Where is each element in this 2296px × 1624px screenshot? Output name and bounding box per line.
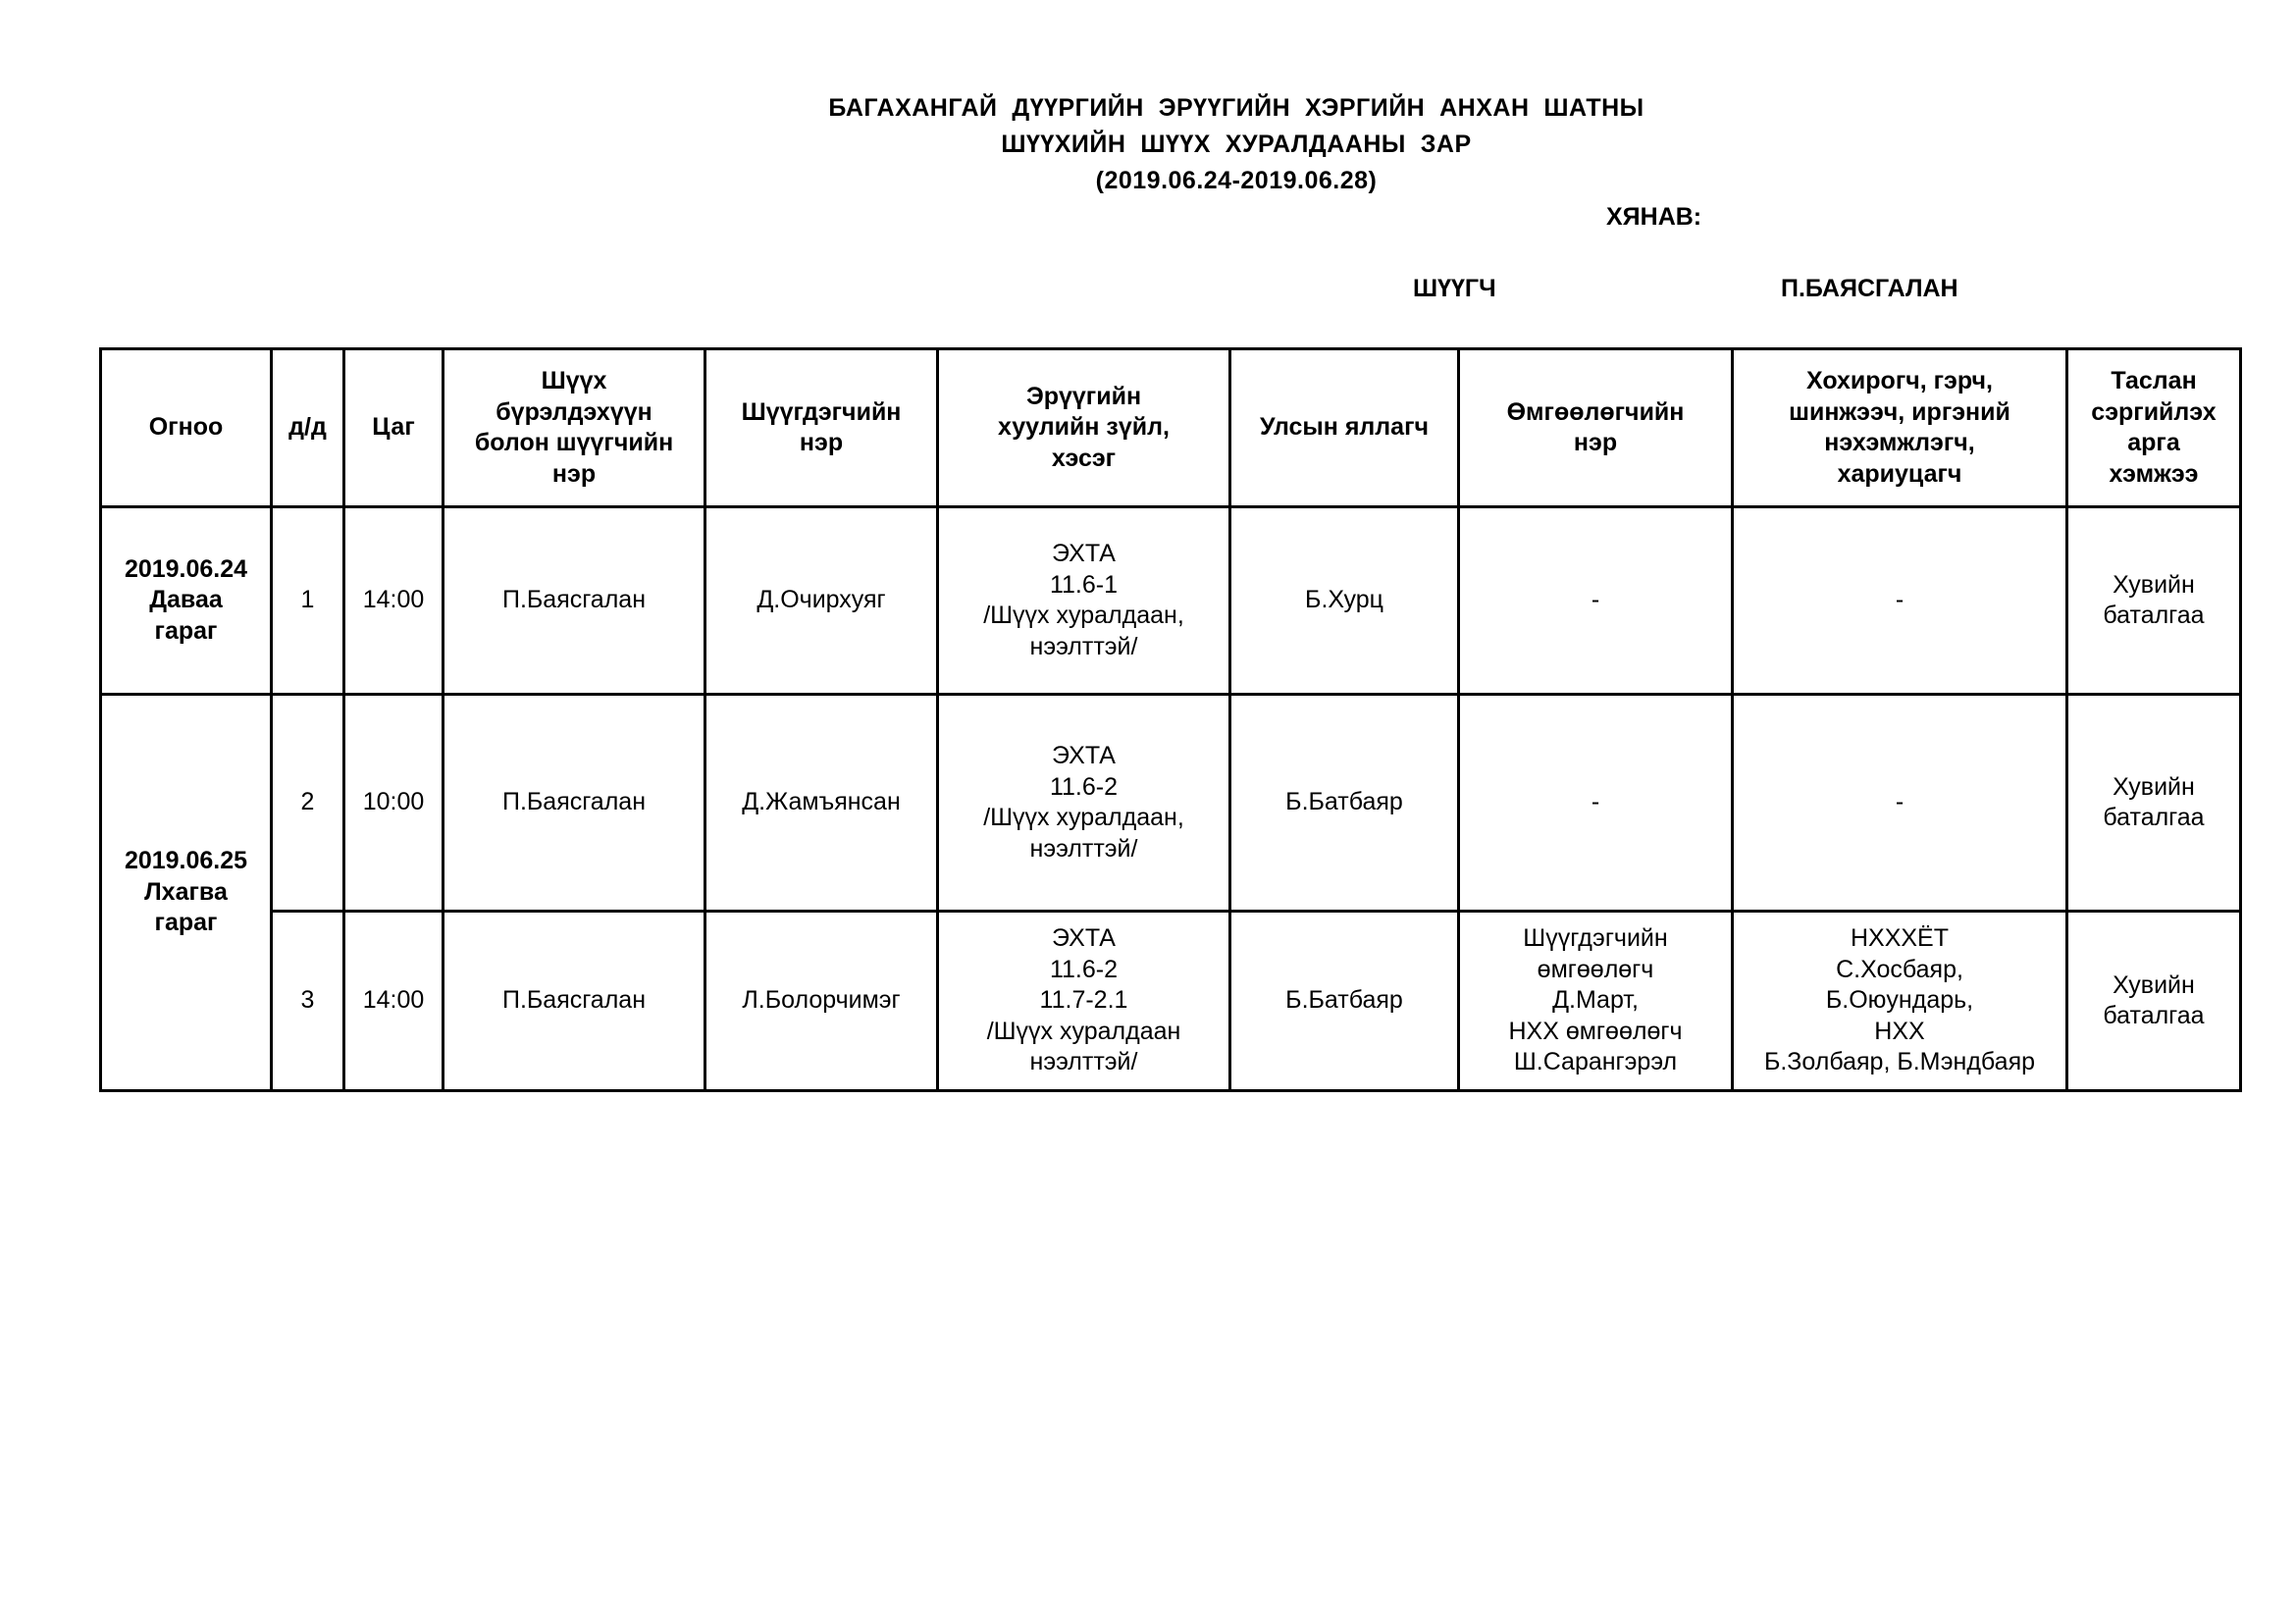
table-row	[101, 507, 2241, 695]
column-header-court-composition: Шүүх бүрэлдэхүүн болон шүүгчийн нэр	[444, 349, 705, 507]
judge-name-label: П.БАЯСГАЛАН	[1781, 275, 1958, 302]
row-victim: -	[1733, 695, 2067, 912]
row-article: ЭХТА 11.6-1 /Шүүх хуралдаан, нээлттэй/	[938, 507, 1230, 695]
table-row	[101, 695, 2241, 912]
column-header-criminal-article: Эрүүгийн хуулийн зүйл, хэсэг	[938, 349, 1230, 507]
row-lawyer: Шүүгдэгчийн өмгөөлөгч Д.Март, НХХ өмгөөлөгч Ш.Сарангэрэл	[1459, 912, 1733, 1091]
row-number: 1	[272, 507, 344, 695]
title-line-3: (2019.06.24-2019.06.28)	[1095, 167, 1378, 194]
judge-role-label: ШҮҮГЧ	[1413, 275, 1496, 302]
row-defendant: Д.Жамъянсан	[705, 695, 938, 912]
row-prosecutor: Б.Батбаяр	[1230, 695, 1459, 912]
row-victim: -	[1733, 507, 2067, 695]
table-header-row	[101, 349, 2241, 507]
hearing-schedule-table	[99, 347, 2242, 1092]
column-header-date: Огноо	[101, 349, 272, 507]
column-header-number: д/д	[272, 349, 344, 507]
row-prosecutor: Б.Хурц	[1230, 507, 1459, 695]
title-line-1: БАГАХАНГАЙ ДҮҮРГИЙН ЭРҮҮГИЙН ХЭРГИЙН АНХАН ШАТНЫ	[828, 94, 1644, 122]
row-judge: П.Баясгалан	[444, 912, 705, 1091]
approve-label: ХЯНАВ:	[1606, 203, 1702, 231]
column-header-victim-witness: Хохирогч, гэрч, шинжээч, иргэний нэхэмжлэгч, хариуцагч	[1733, 349, 2067, 507]
row-time: 10:00	[344, 695, 444, 912]
row-defendant: Л.Болорчимэг	[705, 912, 938, 1091]
column-header-preventive-measure: Таслан сэргийлэх арга хэмжээ	[2067, 349, 2241, 507]
table-row	[101, 912, 2241, 1091]
row-measure: Хувийн баталгаа	[2067, 507, 2241, 695]
row-prosecutor: Б.Батбаяр	[1230, 912, 1459, 1091]
row-number: 2	[272, 695, 344, 912]
row-judge: П.Баясгалан	[444, 507, 705, 695]
row-time: 14:00	[344, 507, 444, 695]
row-measure: Хувийн баталгаа	[2067, 912, 2241, 1091]
row-defendant: Д.Очирхуяг	[705, 507, 938, 695]
row-time: 14:00	[344, 912, 444, 1091]
title-line-2: ШҮҮХИЙН ШҮҮХ ХУРАЛДААНЫ ЗАР	[1001, 131, 1472, 158]
row-lawyer: -	[1459, 695, 1733, 912]
row-article: ЭХТА 11.6-2 11.7-2.1 /Шүүх хуралдаан нээлттэй/	[938, 912, 1230, 1091]
column-header-lawyer: Өмгөөлөгчийн нэр	[1459, 349, 1733, 507]
row-article: ЭХТА 11.6-2 /Шүүх хуралдаан, нээлттэй/	[938, 695, 1230, 912]
date-cell: 2019.06.24 Даваа гараг	[101, 507, 272, 695]
column-header-time: Цаг	[344, 349, 444, 507]
row-lawyer: -	[1459, 507, 1733, 695]
row-judge: П.Баясгалан	[444, 695, 705, 912]
row-victim: НХХХЁТ С.Хосбаяр, Б.Оюундарь, НХХ Б.Золбаяр, Б.Мэндбаяр	[1733, 912, 2067, 1091]
row-measure: Хувийн баталгаа	[2067, 695, 2241, 912]
row-number: 3	[272, 912, 344, 1091]
date-cell: 2019.06.25 Лхагва гараг	[101, 695, 272, 1091]
document-title	[0, 90, 2296, 199]
column-header-defendant: Шүүгдэгчийн нэр	[705, 349, 938, 507]
column-header-prosecutor: Улсын яллагч	[1230, 349, 1459, 507]
